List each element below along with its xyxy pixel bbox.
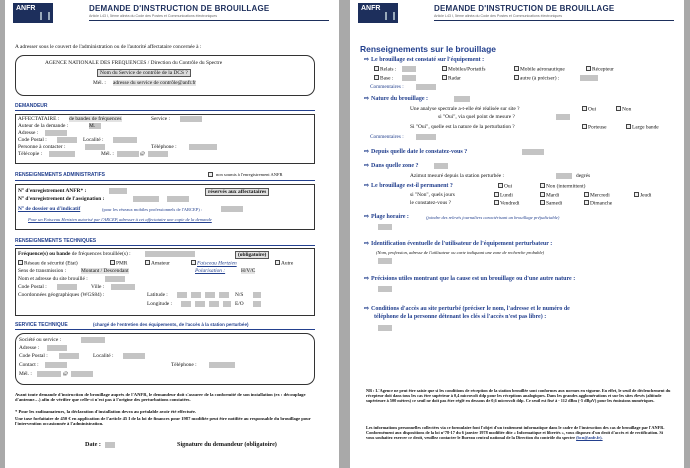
large-label: Large bande	[632, 124, 659, 131]
q1-label: Le brouillage est constaté sur l'équipement :	[371, 57, 485, 63]
nb-note: NB : L'Agence ne peut être saisie que si les conditions de réception de la station brouillée sont conformes aux normes en vigueur. En effet, le seuil de déclenchement du récepteur doit dans tous les cas être supérieur à 0,4 microvolt ddp pour les réceptions analogiques. Dans les grandes agglomérations et sur les sites élevés (altitude supérieure à 500 mètres) ce seuil ne doit pas être réglé en dessous de 0,6 microvolt ddp. Ce seuil est fixé à - 112 dBm (-5 dBµV) pour les émissions numériques.	[366, 388, 671, 403]
reserve-note: réservés aux affectataires	[205, 188, 269, 196]
contact-field[interactable]	[45, 362, 67, 368]
page-header	[5, 0, 339, 28]
non-soumis-checkbox[interactable]	[208, 172, 213, 177]
dimanche-label: Dimanche	[590, 200, 613, 207]
mardi-label: Mardi	[546, 192, 560, 199]
lat-dec[interactable]	[219, 292, 229, 298]
recepteur-label: Récepteur	[592, 66, 614, 73]
porteuse-label: Porteuse	[588, 124, 607, 131]
logo-waves-icon-2	[385, 12, 395, 20]
footer-para2: * Pour les radioamateurs, la déclaration d'installation devra au préalable avoir été effectuée.	[15, 409, 197, 414]
vendredi-checkbox[interactable]	[494, 200, 499, 205]
adresse-label: Adresse :	[18, 130, 39, 136]
demandeur-rule	[15, 110, 315, 111]
commentaires-field-2[interactable]	[416, 134, 436, 140]
q7-label: Identification éventuelle de l'utilisateur de l'équipement perturbateur :	[371, 241, 553, 247]
nature-field[interactable]	[454, 96, 470, 102]
q6-label: Plage horaire :	[371, 214, 409, 220]
ville-label: Ville :	[91, 284, 105, 290]
analyse-non-label: Non	[622, 106, 632, 113]
q5-label: Le brouillage est-il permanent ?	[371, 183, 453, 189]
st-mel-user[interactable]	[37, 371, 61, 377]
agency-line1: AGENCE NATIONALE DES FREQUENCES / Direction du Contrôle du Spectre	[45, 60, 223, 66]
analyse-label: Une analyse spectrale a-t-elle été réalisée sur site ?	[410, 106, 520, 112]
st-telephone-label: Téléphone :	[171, 362, 197, 368]
lon-dec[interactable]	[223, 301, 231, 307]
header-divider-2	[434, 20, 674, 21]
analyse-oui-checkbox[interactable]	[582, 106, 587, 111]
societe-label: Société ou service :	[19, 337, 62, 343]
service-tech-title: SERVICE TECHNIQUE	[15, 322, 68, 328]
page2-header	[350, 0, 684, 28]
site-field[interactable]	[105, 276, 125, 282]
tech-cp-label: Code Postal :	[18, 284, 47, 290]
arrow-icon-q7: ⇨	[364, 241, 370, 247]
cnil-mail-link[interactable]: (bcn@anfr.fr).	[576, 435, 603, 440]
frequences-label: Fréquence(s) ou bande	[18, 251, 71, 257]
base-label: Base :	[380, 75, 394, 82]
sens-label: Sens de transmission :	[18, 268, 67, 274]
dossier-label: N° de dossier ou d'indicatif	[18, 206, 81, 212]
dimanche-checkbox[interactable]	[584, 200, 589, 205]
st-localite-label: Localité :	[93, 353, 114, 359]
brouillage-title: Renseignements sur le brouillage	[360, 44, 497, 54]
mesure-label: si "Oui", via quel point de mesure ?	[438, 114, 515, 120]
enreg-assign-field-2[interactable]	[167, 196, 189, 202]
arrow-icon-q4: ⇨	[364, 163, 370, 169]
jeudi-label: Jeudi	[640, 192, 652, 199]
arrow-icon-q8: ⇨	[364, 276, 370, 282]
samedi-checkbox[interactable]	[540, 200, 545, 205]
header-divider	[89, 20, 329, 21]
lon-deg[interactable]	[181, 301, 191, 307]
q3-label: Depuis quelle date le constatez-vous ?	[371, 149, 468, 155]
arrow-icon-q9: ⇨	[364, 306, 370, 312]
commentaires-label-2: Commentaires :	[370, 134, 404, 140]
st-cp-field[interactable]	[59, 353, 79, 359]
coords-label: Coordonnées géographiques (WGS84) :	[18, 292, 105, 298]
st-localite-field[interactable]	[123, 353, 145, 359]
ns-field[interactable]	[253, 292, 261, 298]
localite-label: Localité :	[83, 137, 104, 143]
mercredi-checkbox[interactable]	[584, 192, 589, 197]
mesure-field[interactable]	[556, 114, 570, 120]
arrow-icon-q2: ⇨	[364, 96, 370, 102]
personne-label: Personne à contacter :	[18, 144, 66, 150]
localite-field[interactable]	[113, 137, 137, 143]
q9-label-b: téléphone de la personne détenant les clés si l'accès n'est pas libre) :	[374, 314, 547, 320]
site-label: Nom et adresse du site brouillé :	[18, 276, 88, 282]
autre2-label: autre (à préciser) :	[520, 75, 560, 82]
date-label: Date :	[85, 441, 101, 448]
st-mel-domain[interactable]	[71, 371, 93, 377]
form-page-2	[350, 0, 684, 468]
st-adresse-field[interactable]	[47, 345, 67, 351]
affectataire-field[interactable]: de bandes de fréquences	[69, 116, 122, 122]
arrow-icon-q5: ⇨	[364, 183, 370, 189]
form-subtitle-2: Article L43 I, 5ème alinéa du Code des Postes et Communications électroniques	[434, 14, 563, 18]
relais-checkbox[interactable]	[374, 66, 379, 71]
eo-field[interactable]	[253, 301, 261, 307]
signature-label: Signature du demandeur (obligatoire)	[177, 441, 277, 448]
service-label: Service :	[151, 116, 171, 122]
commentaires-field-1[interactable]	[416, 84, 436, 90]
autre-label: Autre	[281, 260, 294, 267]
analyse-oui-label: Oui	[588, 106, 597, 113]
lon-min[interactable]	[195, 301, 205, 307]
autre-checkbox[interactable]	[275, 260, 280, 265]
st-mel-label: Mél. :	[19, 371, 32, 377]
telecopie-label: Télécopie :	[18, 151, 43, 157]
azimut-field[interactable]	[556, 173, 572, 179]
admin-title: RENSEIGNEMENTS ADMINISTRATIFS	[15, 172, 106, 178]
mel-label: Mél. :	[101, 151, 114, 157]
plage-field[interactable]	[378, 224, 392, 230]
form-title-2: DEMANDE D'INSTRUCTION DE BROUILLAGE	[434, 4, 615, 13]
reseau-label: Réseau de sécurité (Etat)	[24, 260, 78, 267]
pmr-label: PMR	[116, 260, 128, 267]
permanent-non-checkbox[interactable]	[540, 183, 545, 188]
polarisation-field[interactable]: H/V/C	[241, 268, 256, 274]
contact-label: Contact :	[19, 362, 39, 368]
enreg-assign-label: N° d'enregistrement de l'assignation :	[18, 196, 105, 202]
affectataire-label: AFFECTATAIRE :	[18, 116, 60, 122]
porteuse-checkbox[interactable]	[582, 124, 587, 129]
aero-label: Mobile aéronautique	[520, 66, 565, 73]
tech-rule	[15, 245, 315, 246]
st-telephone-field[interactable]	[209, 362, 235, 368]
agency-service-field[interactable]: Nom du Service de contrôle de la DCS ?	[97, 69, 191, 77]
autre2-field[interactable]	[580, 75, 598, 81]
anfr-logo-2: ANFR	[358, 3, 398, 23]
auteur-field[interactable]: M.	[89, 123, 101, 129]
permanent-oui-label: Oui	[504, 183, 513, 190]
jours-label: si "Non", quels jours	[410, 192, 455, 198]
auteur-label: Auteur de la demande :	[18, 123, 69, 129]
tech-cp-field[interactable]	[57, 284, 77, 290]
vendredi-label: Vendredi	[500, 200, 520, 207]
amateur-label: Amateur	[151, 260, 170, 267]
lat-sec[interactable]	[205, 292, 215, 298]
identification-field[interactable]	[378, 258, 392, 264]
code-postal-label: Code Postal :	[18, 137, 47, 143]
enreg-anfr-field[interactable]	[109, 188, 127, 194]
date-constat-field[interactable]	[522, 149, 544, 155]
eo-label: E/O	[235, 301, 244, 307]
non-soumis-label: non soumis à l'enregistrement ANFR	[216, 172, 283, 177]
footer-para1: Avant toute demande d'instruction de brouillage auprès de l'ANFR, le demandeur doit s'assurer de la conformité de son installation (ex : découplage d'antenne…) afin de vérifier que celle-ci n'est pas à l'origine des perturbations constatées.	[15, 392, 306, 403]
footer-para3: Une taxe forfaitaire de 450 € en application de l'article 45 I de la loi de finances pour 1987 modifiée peut être notifiée au responsable du brouillage pour l'intervention occasionnée à l'administration.	[15, 416, 311, 427]
lundi-label: Lundi	[500, 192, 513, 199]
st-adresse-label: Adresse :	[19, 345, 40, 351]
agency-mail-field[interactable]: adresse du service de contrôle@anfr.fr	[113, 80, 196, 86]
precisions-field[interactable]	[378, 286, 392, 292]
intro-text: A adresser sous le couvert de l'administration ou de l'autorité affectataire concernée à :	[15, 44, 202, 50]
cnil-text: Les informations personnelles collectées via ce formulaire font l'objet d'un traitement informatique dans le cadre de l'instruction des cas de brouillage par l'ANFR. Conformément aux dispositions de la loi n°78-17 du 6 janvier 1978 modifiée dite « Informatique et libertés », vous disposez d'un droit d'accès et de rectification. Si vous souhaitez exercer ce droit, veuillez contacter le Bureau central national de la Direction du contrôle du spectre	[366, 425, 665, 440]
lundi-checkbox[interactable]	[494, 192, 499, 197]
azimut-label: Azimut mesuré depuis la station perturbée :	[410, 173, 505, 179]
adresse-field[interactable]	[45, 130, 67, 136]
nature-label: Si "Oui", quelle est la nature de la perturbation ?	[410, 124, 515, 130]
analyse-non-checkbox[interactable]	[616, 106, 621, 111]
q2-label: Nature du brouillage :	[371, 96, 428, 102]
service-field[interactable]	[180, 116, 202, 122]
dossier-field[interactable]	[221, 206, 243, 212]
arrow-icon-q6: ⇨	[364, 214, 370, 220]
lat-deg[interactable]	[177, 292, 187, 298]
latitude-label: Latitude :	[147, 292, 168, 298]
tech-title: RENSEIGNEMENTS TECHNIQUES	[15, 238, 97, 244]
sens-field[interactable]: Montant / Descendant	[81, 268, 129, 274]
amateur-checkbox[interactable]	[145, 260, 150, 265]
lat-min[interactable]	[191, 292, 201, 298]
form-subtitle: Article L43 I, 5ème alinéa du Code des Postes et Communications électroniques	[89, 14, 218, 18]
samedi-label: Samedi	[546, 200, 563, 207]
frequences-label-rest: de fréquences brouillée(s) :	[71, 251, 131, 257]
faisceau-note: Pour un Faisceau Hertzien autorisé par l'ARCEP, adresser à cet affectataire une copie de la demande	[28, 217, 212, 222]
q9-label-a: Conditions d'accès au site perturbé (préciser le nom, l'adresse et le numéro de	[371, 306, 570, 312]
base-checkbox[interactable]	[374, 75, 379, 80]
base-field[interactable]	[402, 75, 416, 81]
q7-note: (Nom, profession, adresse de l'utilisateur ou carte indiquant une zone de recherche probable)	[376, 250, 545, 255]
ns-label: N/S	[235, 292, 244, 298]
relais-label: Relais :	[380, 66, 397, 73]
radar-label: Radar	[448, 75, 461, 82]
q4-label: Dans quelle zone ?	[371, 163, 419, 169]
admin-rule	[15, 180, 315, 181]
personne-field[interactable]	[85, 144, 105, 150]
mardi-checkbox[interactable]	[540, 192, 545, 197]
enreg-assign-field[interactable]	[133, 196, 159, 202]
polarisation-label: Polarisation :	[195, 268, 226, 274]
mobiles-label: Mobiles/Portatifs	[448, 66, 486, 73]
mercredi-label: Mercredi	[590, 192, 610, 199]
telephone-field[interactable]	[189, 144, 217, 150]
q8-label: Précisions utiles montrant que la cause est un brouillage ou d'une autre nature :	[371, 276, 576, 282]
zone-field[interactable]	[434, 163, 448, 169]
st-cp-label: Code Postal :	[19, 353, 48, 359]
permanent-oui-checkbox[interactable]	[498, 183, 503, 188]
telephone-label: Téléphone :	[151, 144, 177, 150]
obligatoire-badge: (obligatoire)	[235, 251, 269, 259]
service-tech-rule	[15, 329, 315, 330]
relais-field[interactable]	[402, 66, 416, 72]
commentaires-label-1: Commentaires :	[370, 84, 404, 90]
lon-sec[interactable]	[209, 301, 219, 307]
at-sign: @	[140, 151, 145, 157]
demandeur-title: DEMANDEUR	[15, 103, 48, 109]
societe-field[interactable]	[81, 337, 105, 343]
anfr-logo: ANFR	[13, 3, 53, 23]
radar-checkbox[interactable]	[442, 75, 447, 80]
aero-checkbox[interactable]	[514, 66, 519, 71]
cnil-note	[366, 425, 672, 440]
telecopie-field[interactable]	[49, 151, 75, 157]
faisceau-label: Faisceau Hertzien	[197, 260, 237, 267]
constatez-label: le constatez-vous ?	[410, 200, 452, 206]
agency-mail-label: Mél. :	[93, 80, 106, 86]
code-postal-field[interactable]	[57, 137, 77, 143]
recepteur-checkbox[interactable]	[586, 66, 591, 71]
longitude-label: Longitude :	[147, 301, 173, 307]
permanent-non-label: Non (intermittent)	[546, 183, 586, 190]
dossier-note: (pour les réseaux mobiles professionnels de l'ARCEP) :	[102, 207, 203, 212]
degres-label: degrés	[576, 173, 591, 179]
enreg-anfr-label: N° d'enregistrement ANFR* :	[18, 188, 87, 194]
faisceau-checkbox[interactable]	[191, 260, 196, 265]
service-tech-note: (chargé de l'entretien des équipements, de l'accès à la station perturbée)	[93, 322, 249, 327]
arrow-icon-q3: ⇨	[364, 149, 370, 155]
autre2-checkbox[interactable]	[514, 75, 519, 80]
acces-field[interactable]	[378, 325, 392, 331]
pmr-checkbox[interactable]	[110, 260, 115, 265]
q6-note: (joindre des relevés journaliers caractérisant un brouillage préjudiciable)	[426, 215, 560, 220]
date-field[interactable]	[105, 442, 115, 448]
logo-waves-icon	[40, 12, 50, 20]
form-page-1	[5, 0, 339, 468]
jeudi-checkbox[interactable]	[634, 192, 639, 197]
large-checkbox[interactable]	[626, 124, 631, 129]
frequences-field[interactable]	[145, 251, 195, 257]
ville-field[interactable]	[111, 284, 135, 290]
mel-domain-field[interactable]	[148, 151, 168, 157]
st-at-sign: @	[63, 371, 68, 377]
arrow-icon-q1: ⇨	[364, 57, 370, 63]
mobiles-checkbox[interactable]	[442, 66, 447, 71]
form-title: DEMANDE D'INSTRUCTION DE BROUILLAGE	[89, 4, 270, 13]
mel-user-field[interactable]	[117, 151, 139, 157]
reseau-checkbox[interactable]	[18, 260, 23, 265]
